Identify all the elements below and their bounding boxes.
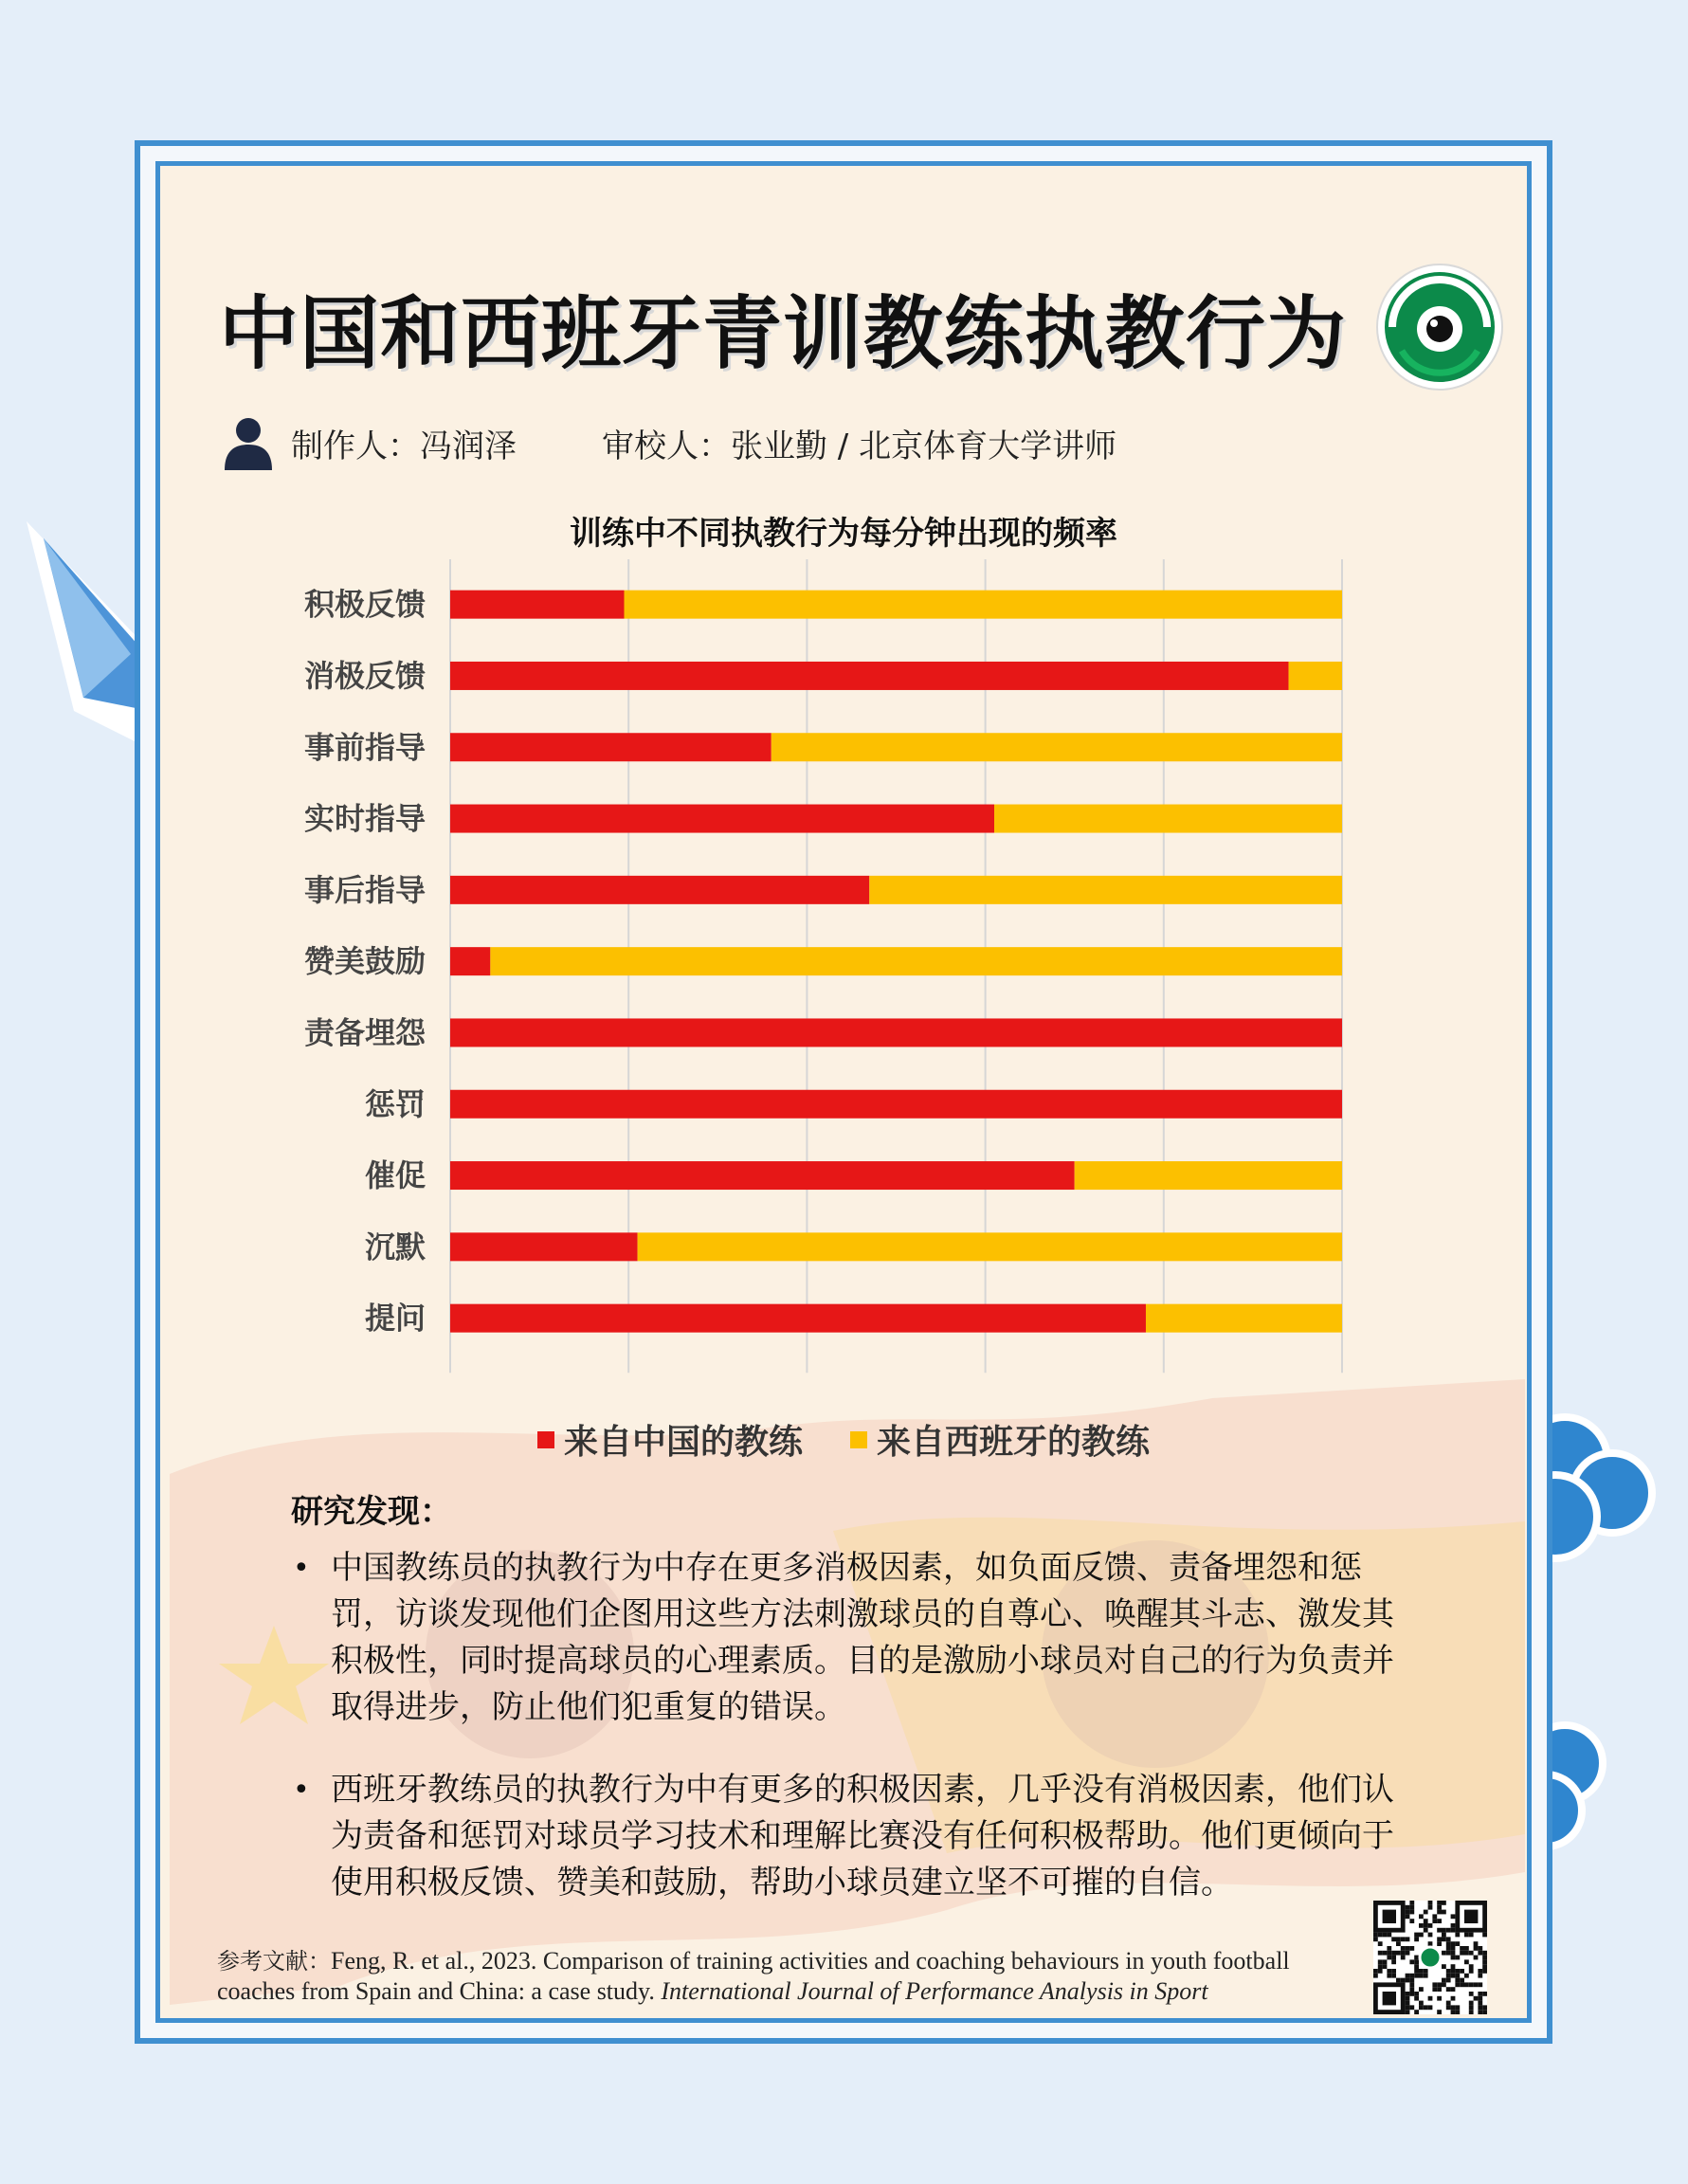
reviewer-credit: 审校人：张业勤 / 北京体育大学讲师: [602, 427, 1117, 465]
bar-china: [450, 733, 771, 761]
page-title: 中国和西班牙青训教练执教行为: [219, 287, 1348, 380]
legend-item-china: [537, 1415, 803, 1464]
bar-spain: [1146, 1304, 1342, 1333]
bar-spain: [994, 805, 1342, 833]
bar-spain: [638, 1232, 1342, 1261]
author-credit: 制作人：冯润泽: [291, 427, 517, 465]
category-label: 提问: [364, 1300, 426, 1337]
poster-panel: [155, 161, 1532, 2023]
category-label: 事前指导: [303, 729, 426, 766]
bar-spain: [869, 876, 1342, 904]
legend-swatch-spain: [850, 1431, 867, 1448]
category-label: 沉默: [364, 1228, 426, 1265]
bar-china: [450, 805, 994, 833]
bar-china: [450, 947, 490, 975]
finding-item: • 中国教练员的执教行为中存在更多消极因素，如负面反馈、责备埋怨和惩罚，访谈发现他们企图用这些方法刺激球员的自尊心、唤醒其斗志、激发其积极性，同时提高球员的心理素质。目的是激励小球员对自己的行为负责并取得进步，防止他们犯重复的错误。: [291, 1545, 1400, 1731]
legend-swatch-china: [537, 1431, 554, 1448]
bar-china: [450, 1232, 638, 1261]
bar-spain: [1289, 662, 1342, 690]
category-label: 事后指导: [303, 871, 426, 908]
category-label: 惩罚: [364, 1085, 426, 1122]
bar-china: [450, 1161, 1075, 1190]
findings-list: [291, 1545, 1400, 1942]
legend-label-china: 来自中国的教练: [563, 1423, 803, 1462]
bar-spain: [490, 947, 1342, 975]
category-label: 实时指导: [303, 800, 426, 837]
reference-label: 参考文献：: [217, 1948, 331, 1975]
finding-item: • 西班牙教练员的执教行为中有更多的积极因素，几乎没有消极因素，他们认为责备和惩罚对球员学习技术和理解比赛没有任何积极帮助。他们更倾向于使用积极反馈、赞美和鼓励，帮助小球员建立坚不可摧的自信。: [291, 1767, 1400, 1906]
findings-heading: 研究发现：: [291, 1493, 452, 1531]
bar-china: [450, 1018, 1342, 1046]
category-label: 责备埋怨: [303, 1014, 426, 1051]
category-label: 催促: [364, 1157, 426, 1194]
bar-china: [450, 876, 869, 904]
bar-china: [450, 591, 624, 619]
bar-spain: [624, 591, 1342, 619]
reference-text: Feng, R. et al., 2023. Comparison of training activities and coaching behaviours in youth football coaches from Spain and China: a case study.: [217, 1947, 1290, 2005]
chart-title: 训练中不同执教行为每分钟出现的频率: [570, 515, 1117, 553]
bar-china: [450, 1090, 1342, 1119]
legend-label-spain: 来自西班牙的教练: [877, 1423, 1151, 1462]
stacked-bar-chart: [160, 166, 1527, 1398]
category-label: 消极反馈: [303, 657, 426, 694]
bar-spain: [771, 733, 1342, 761]
bar-spain: [1075, 1161, 1342, 1190]
reference: [217, 1946, 1345, 2007]
bar-china: [450, 662, 1289, 690]
chart-legend: [160, 1415, 1527, 1464]
legend-item-spain: [850, 1415, 1150, 1464]
category-label: 积极反馈: [303, 586, 426, 623]
bar-china: [450, 1304, 1146, 1333]
reference-journal: International Journal of Performance Analysis in Sport: [661, 1977, 1208, 2005]
category-label: 赞美鼓励: [303, 943, 426, 980]
qr-code: [1373, 1901, 1487, 2014]
